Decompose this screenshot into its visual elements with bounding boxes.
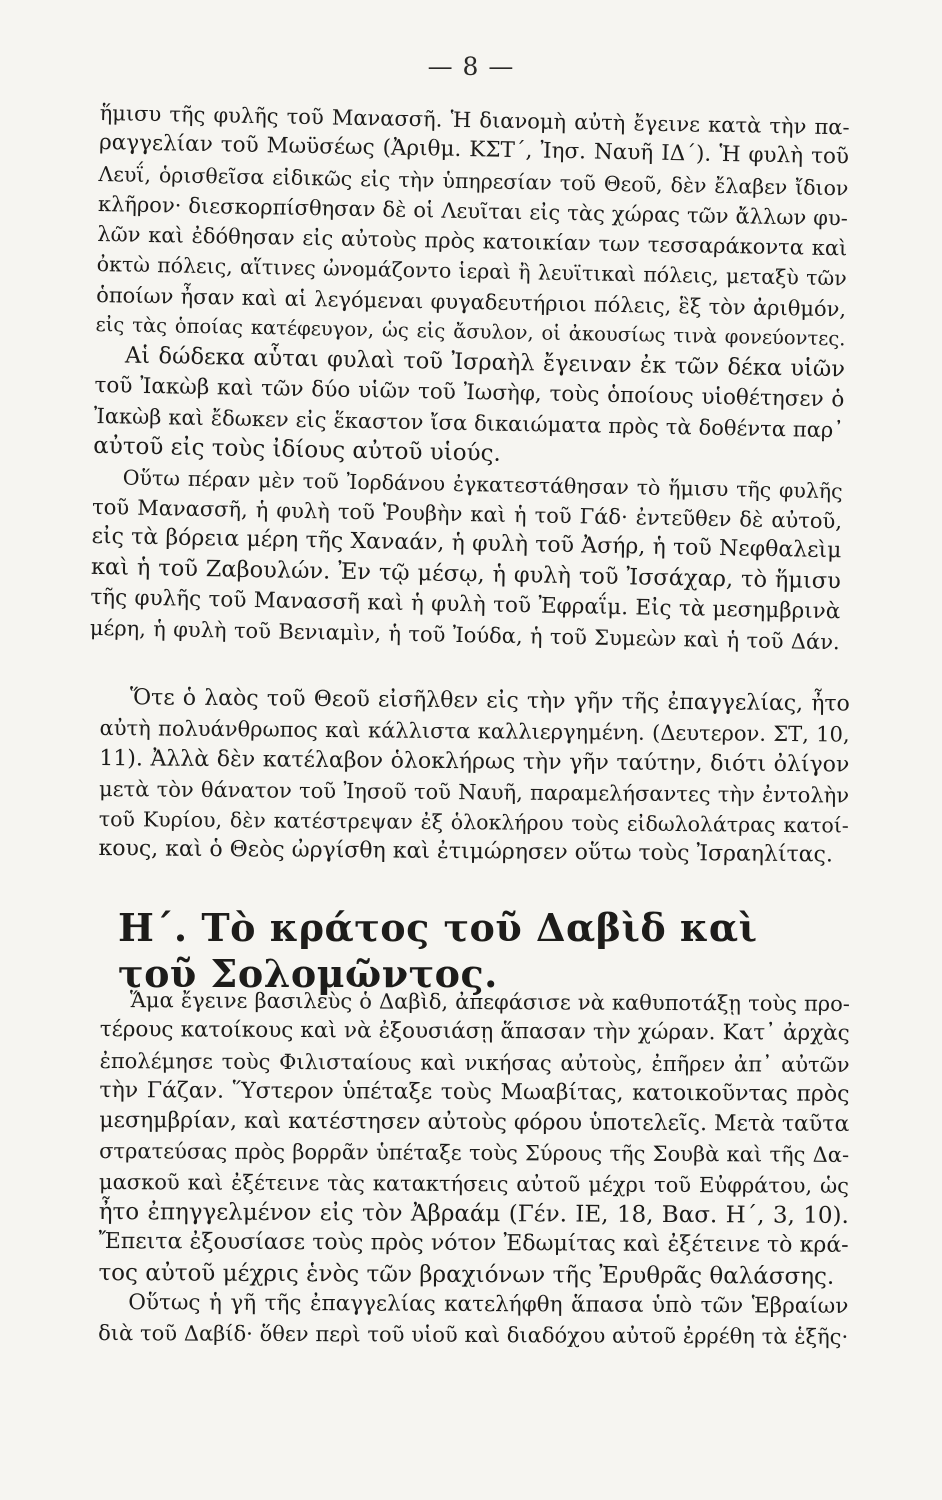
page-number: — 8 — [427,52,515,81]
text-line: τέρους κατοίκους καὶ νὰ ἐξουσιάσῃ ἅπασαν τὴν χώραν. Κατ᾽ ἀρχὰς [99,1017,850,1047]
text-line: Αἱ δώδεκα αὗται φυλαὶ τοῦ Ἰσραὴλ ἔγειναν ἐκ τῶν δέκα υἱῶν [124,342,846,383]
text-line: τῆς φυλῆς τοῦ Μανασσῆ καὶ ἡ φυλὴ τοῦ Ἐφραΐμ. Εἰς τὰ μεσημβρινὰ [90,584,841,625]
text-line: τοῦ Κυρίου, δὲν κατέστρεψαν ἐξ ὁλοκλήρου τοὺς εἰδωλολάτρας κατοί- [98,807,849,838]
text-line: τοῦ Μανασσῆ, ἡ φυλὴ τοῦ Ῥουβὴν καὶ ἡ τοῦ Γάδ· ἐντεῦθεν δὲ αὐτοῦ, [91,494,843,534]
text-line: στρατεύσας πρὸς βορρᾶν ὑπέταξε τοὺς Σύρους τῆς Σουβὰ καὶ τῆς Δα- [99,1139,850,1168]
text-line: ἦτο ἐπηγγελμένον εἰς τὸν Ἀβραάμ (Γέν. ΙΕ, 18, Βασ. Η΄, 3, 10). [98,1199,849,1230]
text-line: Λευΐ, ὁρισθεῖσα εἰδικῶς εἰς τὴν ὑπηρεσίαν τοῦ Θεοῦ, δὲν ἔλαβεν ἴδιον [98,161,849,200]
text-line: ἥμισυ τῆς φυλῆς τοῦ Μανασσῆ. Ἡ διανομὴ αὐτὴ ἔγεινε κατὰ τὴν πα- [99,100,850,140]
text-block-david [98,985,850,1352]
text-line: τοῦ Ἰακὼβ καὶ τῶν δύο υἱῶν τοῦ Ἰωσὴφ, τοὺς ὁποίους υἱοθέτησεν ὁ [94,372,845,413]
text-line: Ἔπειτα ἐξουσίασε τοὺς πρὸς νότον Ἐδωμίτας καὶ ἐξέτεινε τὸ κρά- [98,1229,849,1259]
text-line: εἰς τὰ βόρεια μέρη τῆς Χαναάν, ἡ φυλὴ τοῦ Ἀσήρ, ἡ τοῦ Νεφθαλεὶμ [91,524,842,564]
text-line: Ὅτε ὁ λαὸς τοῦ Θεοῦ εἰσῆλθεν εἰς τὴν γῆν τῆς ἐπαγγελίας, ἦτο [129,685,850,717]
text-line: ραγγελίαν τοῦ Μωϋσέως (Ἀριθμ. ΚΣΤ΄, Ἰησ. Ναυῆ ΙΔ΄). Ἡ φυλὴ τοῦ [98,130,850,170]
text-line: Οὕτω πέραν μὲν τοῦ Ἰορδάνου ἐγκατεστάθησαν τὸ ἥμισυ τῆς φυλῆς [122,465,843,503]
text-line: αὐτὴ πολυάνθρωπος καὶ κάλλιστα καλλιεργημένη. (Δευτερον. ΣΤ, 10, [99,716,850,747]
text-line: μέρη, ἡ φυλὴ τοῦ Βενιαμὶν, ἡ τοῦ Ἰούδα, ἡ τοῦ Συμεὼν καὶ ἡ τοῦ Δάν. [89,615,840,655]
text-line: λῶν καὶ ἐδόθησαν εἰς αὐτοὺς πρὸς κατοικίαν των τεσσαράκοντα καὶ [97,222,848,261]
text-line: μετὰ τὸν θάνατον τοῦ Ἰησοῦ τοῦ Ναυῆ, παραμελήσαντες τὴν ἐντολὴν [98,776,850,808]
text-line: μασκοῦ καὶ ἐξέτεινε τὰς κατακτήσεις αὐτοῦ μέχρι τοῦ Εὐφράτου, ὡς [98,1169,850,1198]
text-line: μεσημβρίαν, καὶ κατέστησεν αὐτοὺς φόρου ὑποτελεῖς. Μετὰ ταῦτα [99,1108,850,1138]
text-block-promised-land [98,683,850,871]
text-line: αὐτοῦ εἰς τοὺς ἰδίους αὐτοῦ υἱούς. [93,433,502,468]
text-line: καὶ ἡ τοῦ Ζαβουλών. Ἐν τῷ μέσῳ, ἡ φυλὴ τοῦ Ἰσσάχαρ, τὸ ἥμισυ [90,554,842,595]
text-line: τος αὐτοῦ μέχρις ἑνὸς τῶν βραχιόνων τῆς Ἐρυθρᾶς θαλάσσης. [98,1259,835,1290]
text-line: Ἰακὼβ καὶ ἔδωκεν εἰς ἕκαστον ἴσα δικαιώματα πρὸς τὰ δοθέντα παρ᾽ [93,403,844,443]
section-heading: Η΄. Τὸ κράτος τοῦ Δαβὶδ καὶ τοῦ Σολομῶντος. [118,905,758,996]
text-line: ὀκτὼ πόλεις, αἵτινες ὠνομάζοντο ἱεραὶ ἢ λευϊτικαὶ πόλεις, μεταξὺ τῶν [96,252,847,291]
text-block-tribes [90,98,850,658]
text-line: διὰ τοῦ Δαβίδ· ὅθεν περὶ τοῦ υἱοῦ καὶ διαδόχου αὐτοῦ ἐρρέθη τὰ ἑξῆς· [98,1321,849,1350]
text-line: Ἅμα ἔγεινε βασιλεὺς ὁ Δαβὶδ, ἀπεφάσισε νὰ καθυποτάξῃ τοὺς προ- [129,988,850,1016]
text-line: κλῆρον· διεσκορπίσθησαν δὲ οἱ Λευῖται εἰς τὰς χώρας τῶν ἄλλων φυ- [97,191,849,231]
text-line: ὁποίων ἦσαν καὶ αἱ λεγόμεναι φυγαδευτήριοι πόλεις, ἓξ τὸν ἀριθμόν, [95,282,847,322]
text-line: Οὕτως ἡ γῆ τῆς ἐπαγγελίας κατελήφθη ἅπασα ὑπὸ τῶν Ἑβραίων [128,1290,849,1319]
text-line: 11). Ἀλλὰ δὲν κατέλαβον ὁλοκλήρως τὴν γῆν ταύτην, διότι ὀλίγον [99,745,850,778]
text-line: κους, καὶ ὁ Θεὸς ὠργίσθη καὶ ἐτιμώρησεν οὕτω τοὺς Ἰσραηλίτας. [98,836,834,868]
text-line: εἰς τὰς ὁποίας κατέφευγον, ὡς εἰς ἄσυλον, οἱ ἀκουσίως τινὰ φονεύοντες. [95,313,846,351]
text-line: τὴν Γάζαν. Ὕστερον ὑπέταξε τοὺς Μωαβίτας, κατοικοῦντας πρὸς [99,1077,850,1107]
text-line: ἐπολέμησε τοὺς Φιλισταίους καὶ νικήσας αὐτοὺς, ἐπῆρεν ἀπ᾽ αὐτῶν [99,1048,850,1077]
